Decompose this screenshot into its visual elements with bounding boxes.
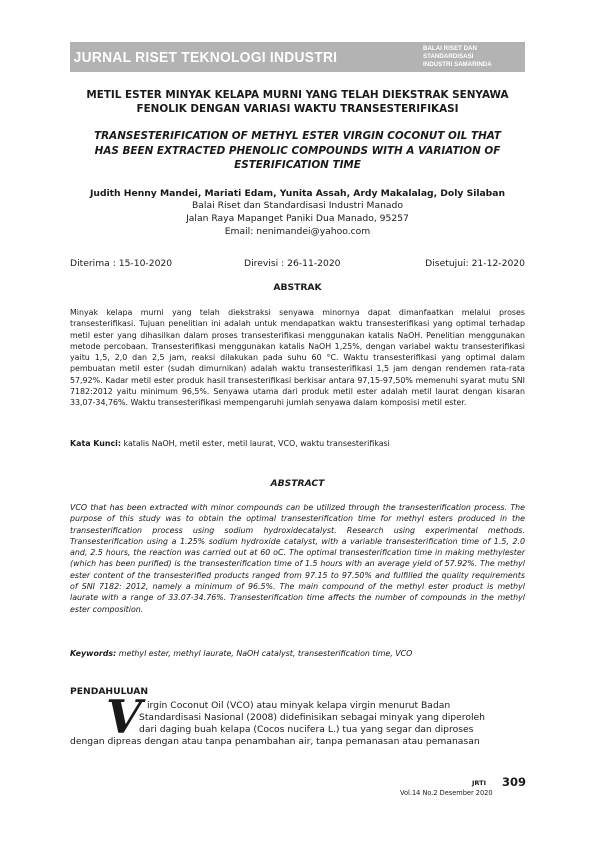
title-id-line-1: METIL ESTER MINYAK KELAPA MURNI YANG TELAH DIEKSTRAK SENYAWA bbox=[86, 89, 509, 101]
page-number: 309 bbox=[502, 775, 527, 789]
intro-line-2: Standardisasi Nasional (2008) didefinisikan sebagai minyak yang diperoleh bbox=[139, 712, 485, 723]
title-en-line-2: HAS BEEN EXTRACTED PHENOLIC COMPOUNDS WITH A VARIATION OF bbox=[94, 144, 501, 157]
kata-kunci-label: Kata Kunci: bbox=[70, 439, 122, 448]
title-id-line-2: FENOLIK DENGAN VARIASI WAKTU TRANSESTERIFIKASI bbox=[136, 103, 459, 115]
date-accepted: Disetujui: 21-12-2020 bbox=[425, 258, 525, 269]
footer-volume: Vol.14 No.2 Desember 2020 bbox=[400, 789, 493, 797]
pendahuluan-heading: PENDAHULUAN bbox=[70, 686, 149, 697]
institution-line-2: INDUSTRI SAMARINDA bbox=[423, 61, 492, 68]
intro-line-4: dengan dipreas dengan atau tanpa penambahan air, tanpa pemanasan atau pemanasan bbox=[70, 736, 480, 747]
journal-name: JURNAL RISET TEKNOLOGI INDUSTRI bbox=[73, 48, 338, 66]
title-english bbox=[70, 129, 525, 173]
date-revised: Direvisi : 26-11-2020 bbox=[244, 258, 341, 269]
abstract-heading: ABSTRACT bbox=[270, 478, 325, 489]
affiliation-institution: Balai Riset dan Standardisasi Industri Manado bbox=[191, 200, 403, 211]
institution-label bbox=[423, 45, 525, 69]
submission-dates bbox=[70, 258, 525, 270]
abstrak-heading: ABSTRAK bbox=[273, 282, 322, 293]
title-indonesian bbox=[70, 88, 525, 116]
footer-journal-abbr: JRTI bbox=[472, 779, 486, 787]
affiliation-email: Email: nenimandei@yahoo.com bbox=[224, 226, 371, 237]
institution-line-1: BALAI RISET DAN STANDARDISASI bbox=[423, 45, 477, 60]
journal-banner bbox=[70, 42, 525, 72]
title-en-line-1: TRANSESTERIFICATION OF METHYL ESTER VIRGIN COCONUT OIL THAT bbox=[94, 130, 501, 142]
dropcap-letter: V bbox=[106, 690, 142, 744]
kata-kunci bbox=[70, 438, 525, 449]
intro-line-1: irgin Coconut Oil (VCO) atau minyak kelapa virgin menurut Badan bbox=[147, 700, 451, 711]
title-en-line-3: ESTERIFICATION TIME bbox=[234, 159, 361, 171]
keywords-label: Keywords: bbox=[70, 649, 117, 658]
keywords bbox=[70, 648, 525, 659]
kata-kunci-text: katalis NaOH, metil ester, metil laurat, VCO, waktu transesterifikasi bbox=[121, 439, 390, 448]
intro-line-3: dari daging buah kelapa (Cocos nucifera L.) tua yang segar dan diproses bbox=[139, 724, 474, 735]
keywords-text: methyl ester, methyl laurate, NaOH catalyst, transesterification time, VCO bbox=[116, 649, 413, 658]
affiliation-address: Jalan Raya Mapanget Paniki Dua Manado, 95257 bbox=[186, 213, 409, 224]
abstract-body: VCO that has been extracted with minor compounds can be utilized through the transesterification process. The purpose of this study was to obtain the optimal transesterification time for methyl esters produced in the transesterification process using sodium hydroxidecatalyst. Research using experimental methods. Transesterification using a 1.25% sodium hydroxide catalyst, with a variable transesterification time of 1.5, 2.0 and, 2.5 hours, the reaction was carried out at 60 oC. The optimal transesterification time in making methylester (which has been purified) is the transesterification time of 1.5 hours with an average yield of 57.92%. The methyl ester content of the transesterified products ranged from 97.15 to 97.50% and fulfilled the quality requirements of SNI 7182: 2012, namely a minimum of 96.5%. The main compound of the methyl ester product is methyl laurate with a range of 33.07-34.76%. Transesterification time affects the number of compounds in the methyl ester composition. bbox=[70, 503, 525, 614]
abstrak-body: Minyak kelapa murni yang telah diekstraksi senyawa minornya dapat dimanfaatkan melalui proses transesterifikasi. Tujuan penelitian ini adalah untuk mendapatkan waktu transesterifikasi yang optimal terhadap metil ester yang dihasilkan dalam proses transesterifikasi menggunakan katalis NaOH. Penelitian menggunakan metode percobaan. Transesterifikasi menggunakan katalis NaOH 1,25%, dengan variabel waktu transesterifikasi yaitu 1,5, 2,0 dan 2,5 jam, reaksi dilakukan pada suhu 60 °C. Waktu transesterifikasi yang optimal dalam pembuatan metil ester (sudah dimurnikan) adalah waktu transesterifikasi 1,5 jam dengan rendemen rata-rata 57,92%. Kadar metil ester produk hasil transesterifikasi berkisar antara 97,15-97,50% memenuhi syarat mutu SNI 7182:2012 yaitu minimum 96,5%. Senyawa utama dari produk metil ester adalah metil laurat dengan kisaran 33,07-34,76%. Waktu transesterifikasi mempengaruhi jumlah senyawa dalam komposisi metil ester. bbox=[70, 308, 525, 408]
date-received: Diterima : 15-10-2020 bbox=[70, 258, 173, 269]
author-list: Judith Henny Mandei, Mariati Edam, Yunita Assah, Ardy Makalalag, Doly Silaban bbox=[89, 188, 506, 199]
